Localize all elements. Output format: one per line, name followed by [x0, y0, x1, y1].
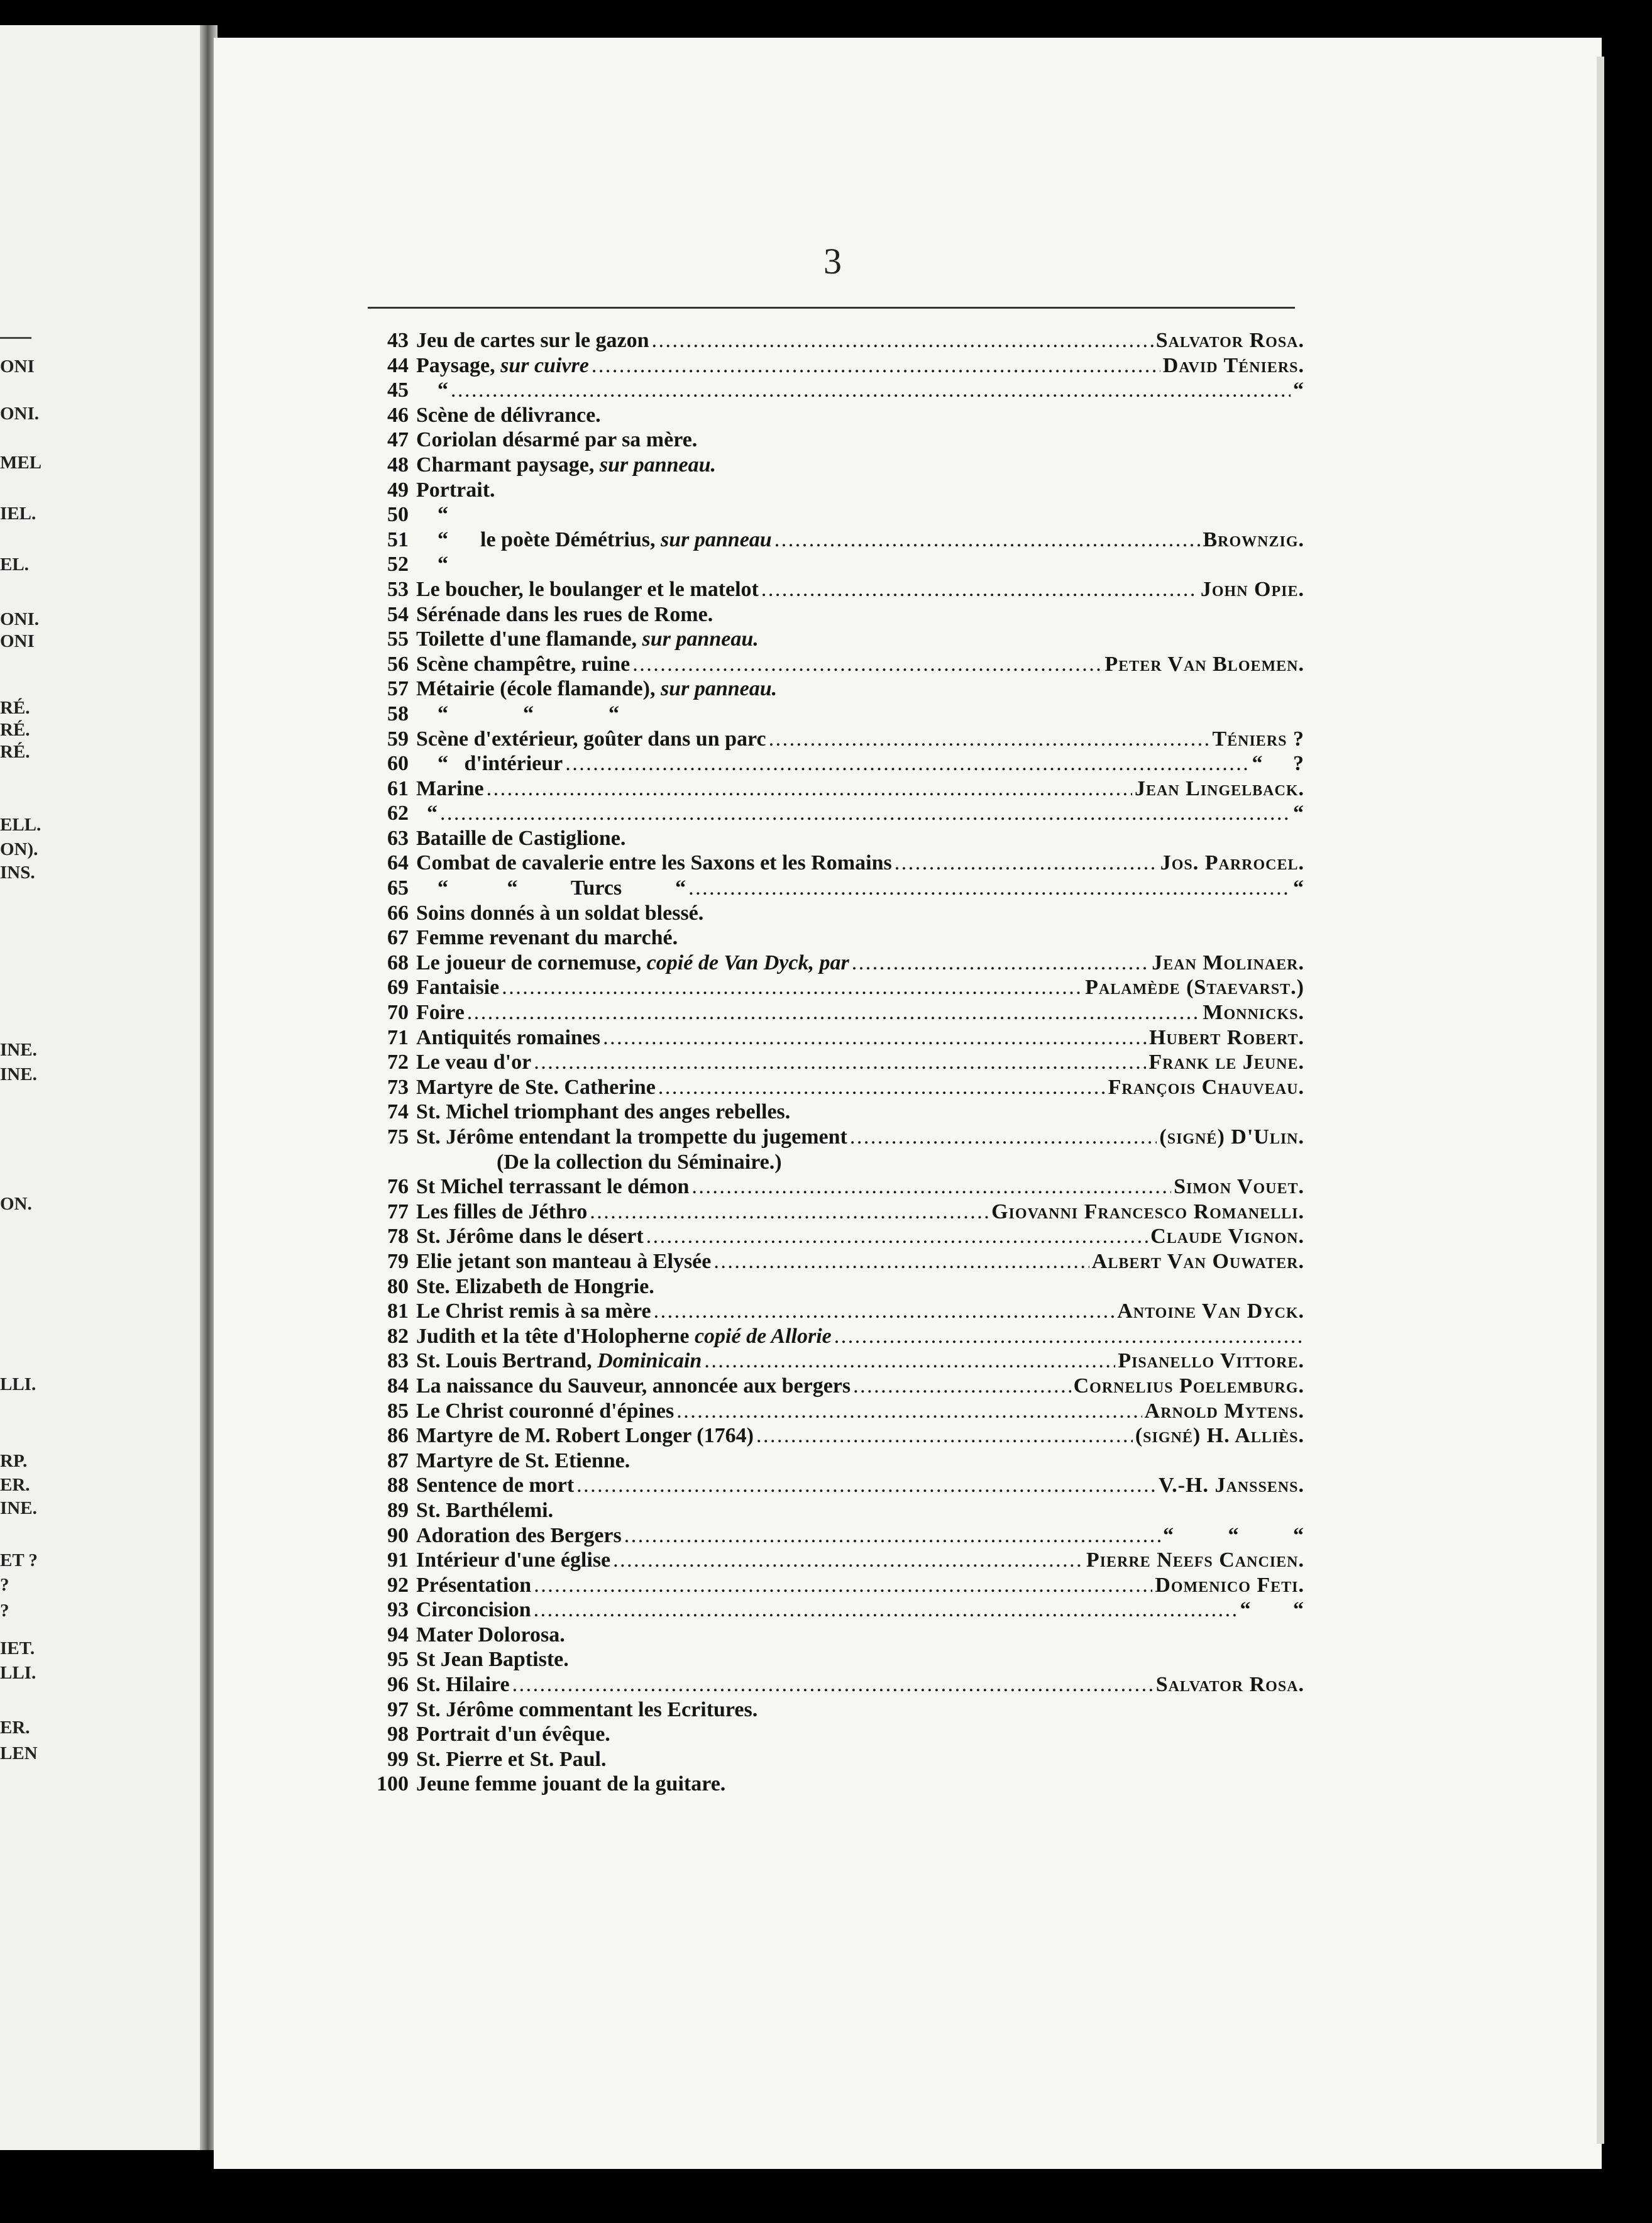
entry-number: 92: [387, 1573, 409, 1597]
entry-number: 54: [387, 602, 409, 626]
catalogue-entry: [368, 776, 1304, 802]
dot-leader: [850, 1125, 1157, 1150]
entry-artist: Arnold Mytens.: [1144, 1399, 1304, 1423]
catalogue-entry: [368, 826, 1304, 851]
entry-number: 95: [387, 1648, 409, 1672]
entry-title: “ “ “: [416, 702, 619, 725]
catalogue-entry: [368, 428, 1304, 453]
dot-leader: [487, 776, 1132, 802]
entry-number: 87: [387, 1448, 409, 1472]
entry-title: Combat de cavalerie entre les Saxons et les Romains: [416, 851, 892, 875]
margin-fragment: LLI.: [0, 1663, 36, 1683]
entry-number: 77: [387, 1200, 409, 1223]
dot-leader: [603, 1025, 1147, 1051]
entry-title: Toilette d'une flamande, sur panneau.: [416, 627, 759, 651]
catalogue-entry: [368, 1174, 1304, 1200]
dot-leader: [590, 1200, 989, 1225]
entry-number: 71: [387, 1025, 409, 1049]
entry-number: 60: [387, 752, 409, 776]
entry-artist: Téniers ?: [1212, 727, 1304, 751]
catalogue-entry: [368, 1448, 1304, 1474]
entry-artist: Salvator Rosa.: [1155, 329, 1304, 352]
margin-fragment: RÉ.: [0, 698, 30, 718]
margin-fragment: RÉ.: [0, 720, 30, 740]
entry-title: “: [416, 378, 448, 402]
entry-artist: Frank le Jeune.: [1148, 1051, 1304, 1074]
entry-number: 94: [387, 1623, 409, 1647]
entry-artist: Jos. Parrocel.: [1160, 851, 1304, 875]
margin-fragment: LEN: [0, 1743, 38, 1763]
margin-fragment: INE.: [0, 1040, 37, 1060]
entry-artist: Simon Vouet.: [1174, 1175, 1304, 1199]
entry-title: Le veau d'or: [416, 1051, 532, 1074]
catalogue-entry: [368, 1224, 1304, 1249]
entry-number: 57: [387, 677, 409, 701]
entry-artist: Palamède (Staevarst.): [1085, 976, 1304, 1000]
entry-number: 98: [387, 1723, 409, 1746]
catalogue-entry: [368, 453, 1304, 478]
entry-artist: David Téniers.: [1162, 353, 1304, 377]
entry-number: 70: [387, 1001, 409, 1025]
catalogue-entry: [368, 1672, 1304, 1697]
catalogue-entry: [368, 1299, 1304, 1324]
entry-title: La naissance du Sauveur, annoncée aux bergers: [416, 1374, 851, 1398]
entry-artist: Jean Molinaer.: [1152, 951, 1304, 974]
catalogue-entry: [368, 801, 1304, 826]
entry-number: 67: [387, 926, 409, 950]
dot-leader: [704, 1349, 1115, 1374]
entry-number: 83: [387, 1349, 409, 1373]
entry-title: Le Christ couronné d'épines: [416, 1399, 675, 1423]
entry-title: Les filles de Jéthro: [416, 1200, 588, 1223]
entry-number: 50: [387, 503, 409, 527]
entry-number: 96: [387, 1673, 409, 1697]
margin-fragment: RP.: [0, 1451, 28, 1471]
entry-artist: Pisanello Vittore.: [1118, 1349, 1304, 1373]
entry-number: 72: [387, 1051, 409, 1074]
entry-title: Fantaisie: [416, 976, 500, 1000]
entry-title: Le joueur de cornemuse, copié de Van Dyck, par: [416, 951, 849, 974]
entry-number: 63: [387, 826, 409, 850]
entry-artist: (signé) D'Ulin.: [1159, 1125, 1304, 1149]
entry-title: Charmant paysage, sur panneau.: [416, 453, 717, 477]
catalogue-entry: [368, 1249, 1304, 1274]
catalogue-entry: [368, 1050, 1304, 1075]
entry-title: Présentation: [416, 1573, 532, 1597]
entry-number: 65: [387, 876, 409, 900]
catalogue-entry: [368, 1722, 1304, 1747]
entry-title: Judith et la tête d'Holopherne copié de Allorie: [416, 1324, 832, 1348]
entry-artist: Brownzig.: [1203, 527, 1304, 551]
entry-title: “ le poète Démétrius, sur panneau: [416, 527, 772, 551]
catalogue-entry: [368, 1150, 1304, 1175]
entry-artist: Giovanni Francesco Romanelli.: [991, 1200, 1304, 1223]
catalogue-entry: [368, 925, 1304, 951]
dot-leader: [534, 1050, 1146, 1075]
catalogue-entry: [368, 1025, 1304, 1051]
catalogue-entry: [368, 378, 1304, 403]
catalogue-entry: [368, 1597, 1304, 1623]
dot-leader: [688, 876, 1291, 901]
dot-leader: [467, 1000, 1201, 1025]
dot-leader: [691, 1174, 1171, 1200]
entry-title: St. Michel triomphant des anges rebelles.: [416, 1100, 791, 1124]
entry-title: Bataille de Castiglione.: [416, 826, 626, 850]
entry-number: 66: [387, 901, 409, 925]
margin-fragment: MEL: [0, 453, 42, 473]
dot-leader: [502, 975, 1082, 1000]
margin-fragment: ?: [0, 1575, 9, 1595]
entry-title: Sentence de mort: [416, 1474, 575, 1498]
dot-leader: [852, 951, 1149, 976]
catalogue-entry: [368, 1324, 1304, 1349]
catalogue-entry: [368, 1623, 1304, 1648]
entry-note: copié de Allorie: [694, 1324, 832, 1348]
entry-title: “: [416, 553, 448, 576]
entry-number: 93: [387, 1598, 409, 1622]
entry-title: Martyre de Ste. Catherine: [416, 1075, 656, 1099]
entry-title: Adoration des Bergers: [416, 1523, 622, 1547]
entry-number: 53: [387, 577, 409, 601]
entry-title: St. Louis Bertrand, Dominicain: [416, 1349, 702, 1373]
catalogue-entry: [368, 478, 1304, 503]
entry-title: Marine: [416, 776, 484, 800]
entry-number: 84: [387, 1374, 409, 1398]
catalogue-entry: [368, 527, 1304, 553]
entry-number: 61: [387, 776, 409, 800]
entry-number: 90: [387, 1523, 409, 1547]
entry-note: copié de Van Dyck, par: [646, 951, 849, 974]
margin-fragment: ON).: [0, 839, 38, 859]
entry-number: 76: [387, 1175, 409, 1199]
catalogue-entry: [368, 1423, 1304, 1448]
entry-title: Foire: [416, 1001, 465, 1025]
catalogue-entry: [368, 1075, 1304, 1100]
entry-note: sur panneau.: [599, 453, 717, 477]
entry-title: Antiquités romaines: [416, 1025, 601, 1049]
dot-leader: [654, 1299, 1115, 1324]
entry-title: St. Jérôme dans le désert: [416, 1225, 644, 1249]
entry-number: 52: [387, 553, 409, 576]
margin-fragment: INE.: [0, 1064, 37, 1084]
catalogue-list: [368, 328, 1304, 1797]
page-number: 3: [823, 241, 842, 282]
entry-note: sur panneau.: [660, 677, 778, 701]
entry-artist: John Opie.: [1200, 577, 1304, 601]
catalogue-entry: [368, 403, 1304, 428]
catalogue-entry: [368, 1125, 1304, 1150]
entry-number: 74: [387, 1100, 409, 1124]
entry-number: 79: [387, 1249, 409, 1273]
entry-title: Coriolan désarmé par sa mère.: [416, 428, 698, 452]
entry-number: 97: [387, 1697, 409, 1721]
dot-leader: [853, 1374, 1071, 1399]
header-rule: [368, 307, 1295, 309]
catalogue-entry: [368, 627, 1304, 652]
dot-leader: [534, 1597, 1238, 1623]
entry-title: St. Hilaire: [416, 1673, 510, 1697]
dot-leader: [512, 1672, 1154, 1697]
entry-note: sur cuivre: [500, 353, 589, 377]
margin-fragment: ER.: [0, 1718, 30, 1738]
margin-fragment: ELL.: [0, 815, 41, 835]
catalogue-entry: [368, 1399, 1304, 1424]
entry-number: 49: [387, 478, 409, 502]
margin-fragment: INS.: [0, 863, 35, 883]
catalogue-entry: [368, 851, 1304, 876]
margin-fragment: ON.: [0, 1194, 32, 1214]
entry-number: 91: [387, 1548, 409, 1572]
entry-number: 45: [387, 378, 409, 402]
entry-title: Portrait.: [416, 478, 495, 502]
catalogue-entry: [368, 702, 1304, 727]
catalogue-entry: [368, 1498, 1304, 1523]
catalogue-entry: [368, 1647, 1304, 1672]
entry-title: Scène champêtre, ruine: [416, 652, 631, 676]
catalogue-entry: [368, 328, 1304, 353]
entry-artist: Domenico Feti.: [1155, 1573, 1304, 1597]
catalogue-entry: [368, 1000, 1304, 1025]
entry-title: Elie jetant son manteau à Elysée: [416, 1249, 712, 1273]
dot-leader: [769, 727, 1210, 752]
catalogue-entry: [368, 502, 1304, 527]
entry-title: “ “ Turcs “: [416, 876, 686, 900]
dot-leader: [895, 851, 1158, 876]
dot-leader: [624, 1523, 1160, 1548]
entry-title: St. Jérôme commentant les Ecritures.: [416, 1697, 758, 1721]
catalogue-entry: [368, 577, 1304, 602]
entry-title: St. Barthélemi.: [416, 1498, 554, 1522]
entry-number: 73: [387, 1075, 409, 1099]
margin-fragment: ONI: [0, 631, 35, 651]
entry-title: Martyre de M. Robert Longer (1764): [416, 1424, 754, 1448]
entry-number: 85: [387, 1399, 409, 1423]
dot-leader: [440, 801, 1291, 826]
margin-fragment: ?: [0, 1601, 9, 1621]
page-edge: [1597, 57, 1604, 2144]
entry-number: 43: [387, 329, 409, 352]
entry-number: 46: [387, 403, 409, 427]
entry-title: Ste. Elizabeth de Hongrie.: [416, 1274, 654, 1298]
dot-leader: [834, 1324, 1302, 1349]
entry-artist: Salvator Rosa.: [1155, 1673, 1304, 1697]
entry-artist: “ “: [1240, 1598, 1304, 1622]
entry-title: Portrait d'un évêque.: [416, 1723, 610, 1746]
dot-leader: [613, 1548, 1084, 1573]
entry-title: Intérieur d'une église: [416, 1548, 611, 1572]
catalogue-entry: [368, 975, 1304, 1000]
entry-title: St. Pierre et St. Paul.: [416, 1747, 607, 1771]
entry-artist: Hubert Robert.: [1148, 1025, 1304, 1049]
entry-artist: François Chauveau.: [1108, 1075, 1304, 1099]
catalogue-entry: [368, 1747, 1304, 1772]
entry-number: 82: [387, 1324, 409, 1348]
catalogue-entry: [368, 652, 1304, 677]
dot-leader: [632, 652, 1102, 677]
entry-artist: (signé) H. Alliès.: [1135, 1424, 1304, 1448]
entry-artist: Claude Vignon.: [1150, 1225, 1304, 1249]
catalogue-entry: [368, 727, 1304, 752]
entry-artist: “ ?: [1252, 752, 1304, 776]
entry-number: 75: [387, 1125, 409, 1149]
catalogue-entry: [368, 1274, 1304, 1299]
catalogue-entry: [368, 1473, 1304, 1498]
margin-fragment: LLI.: [0, 1374, 36, 1394]
entry-title: St. Jérôme entendant la trompette du jugement: [416, 1125, 847, 1149]
catalogue-entry: [368, 876, 1304, 901]
entry-title: St Jean Baptiste.: [416, 1648, 569, 1672]
entry-number: 55: [387, 627, 409, 651]
entry-number: 47: [387, 428, 409, 452]
dot-leader: [646, 1224, 1148, 1249]
margin-fragment: ET ?: [0, 1550, 38, 1570]
entry-title: Métairie (école flamande), sur panneau.: [416, 677, 778, 701]
entry-artist: Jean Lingelback.: [1134, 776, 1304, 800]
catalogue-entry: [368, 1573, 1304, 1598]
catalogue-entry: [368, 1548, 1304, 1573]
dot-leader: [713, 1249, 1089, 1274]
entry-title: Femme revenant du marché.: [416, 926, 678, 950]
dot-leader: [756, 1423, 1133, 1448]
catalogue-entry: [368, 1100, 1304, 1125]
entry-artist: “: [1293, 802, 1304, 825]
entry-number: 44: [387, 353, 409, 377]
dot-leader: [676, 1399, 1142, 1424]
entry-number: 59: [387, 727, 409, 751]
margin-fragment: ER.: [0, 1475, 30, 1495]
margin-fragment: EL.: [0, 554, 29, 575]
entry-title: Soins donnés à un soldat blessé.: [416, 901, 704, 925]
margin-fragment: ONI.: [0, 404, 40, 424]
entry-number: 69: [387, 976, 409, 1000]
dot-leader: [651, 328, 1153, 353]
entry-artist: Peter Van Bloemen.: [1104, 652, 1304, 676]
catalogue-entry: [368, 1374, 1304, 1399]
dot-leader: [774, 527, 1201, 553]
entry-title: “ d'intérieur: [416, 752, 563, 776]
dot-leader: [761, 577, 1198, 602]
entry-title: “: [416, 802, 438, 825]
entry-number: 64: [387, 851, 409, 875]
entry-artist: “: [1293, 378, 1304, 402]
margin-fragment: RÉ.: [0, 742, 30, 762]
catalogue-entry: [368, 901, 1304, 926]
catalogue-entry: [368, 552, 1304, 577]
entry-artist: “ “ “: [1163, 1523, 1304, 1547]
entry-title: Sérénade dans les rues de Rome.: [416, 602, 713, 626]
entry-title: Circoncision: [416, 1598, 531, 1622]
entry-number: 81: [387, 1299, 409, 1323]
entry-title: Le boucher, le boulanger et le matelot: [416, 577, 759, 601]
entry-number: 88: [387, 1474, 409, 1498]
dot-leader: [565, 751, 1249, 776]
margin-fragment: IET.: [0, 1638, 35, 1658]
entry-title: Martyre de St. Etienne.: [416, 1448, 631, 1472]
margin-fragment: INE.: [0, 1498, 37, 1518]
entry-artist: “: [1293, 876, 1304, 900]
entry-number: 99: [387, 1747, 409, 1771]
catalogue-entry: [368, 1523, 1304, 1548]
catalogue-entry: [368, 602, 1304, 627]
entry-artist: Antoine Van Dyck.: [1117, 1299, 1304, 1323]
dot-leader: [592, 353, 1160, 378]
entry-note: sur panneau: [661, 527, 772, 551]
entry-title: Le Christ remis à sa mère: [416, 1299, 651, 1323]
margin-fragment: ONI.: [0, 609, 40, 629]
catalogue-entry: [368, 353, 1304, 378]
entry-title: Jeu de cartes sur le gazon: [416, 329, 649, 352]
entry-title: Paysage, sur cuivre: [416, 353, 589, 377]
entry-artist: Cornelius Poelemburg.: [1073, 1374, 1304, 1398]
entry-artist: V.-H. Janssens.: [1159, 1474, 1304, 1498]
entry-number: 51: [387, 527, 409, 551]
entry-artist: Albert Van Ouwater.: [1091, 1249, 1304, 1273]
entry-number: 89: [387, 1498, 409, 1522]
entry-note: Dominicain: [597, 1349, 702, 1373]
entry-title: “: [416, 503, 448, 527]
entry-title: St Michel terrassant le démon: [416, 1175, 690, 1199]
facing-page: [0, 25, 207, 2150]
entry-number: 78: [387, 1225, 409, 1249]
catalogue-entry: [368, 1349, 1304, 1374]
dot-leader: [451, 378, 1291, 403]
dot-leader: [576, 1473, 1156, 1498]
entry-number: 48: [387, 453, 409, 477]
entry-number: 56: [387, 652, 409, 676]
entry-number: 62: [387, 802, 409, 825]
entry-number: 68: [387, 951, 409, 974]
catalogue-entry: [368, 951, 1304, 976]
entry-number: 58: [387, 702, 409, 725]
catalogue-entry: [368, 751, 1304, 776]
entry-title: Scène d'extérieur, goûter dans un parc: [416, 727, 766, 751]
entry-artist: Monnicks.: [1203, 1001, 1304, 1025]
margin-fragment: ONI: [0, 356, 35, 377]
catalogue-entry: [368, 676, 1304, 702]
catalogue-entry: [368, 1200, 1304, 1225]
entry-number: 86: [387, 1424, 409, 1448]
margin-fragment: IEL.: [0, 504, 36, 524]
entry-title: Scène de délivrance.: [416, 403, 601, 427]
entry-title: Jeune femme jouant de la guitare.: [416, 1772, 726, 1796]
entry-title: Mater Dolorosa.: [416, 1623, 565, 1647]
entry-note: sur panneau.: [642, 627, 759, 651]
entry-number: 100: [377, 1772, 409, 1796]
facing-page-rule: [0, 337, 31, 339]
entry-number: 80: [387, 1274, 409, 1298]
entry-title: (De la collection du Séminaire.): [497, 1150, 782, 1174]
dot-leader: [658, 1075, 1106, 1100]
catalogue-entry: [368, 1697, 1304, 1723]
dot-leader: [534, 1573, 1152, 1598]
entry-artist: Pierre Neefs Cancien.: [1086, 1548, 1304, 1572]
catalogue-entry: [368, 1772, 1304, 1797]
